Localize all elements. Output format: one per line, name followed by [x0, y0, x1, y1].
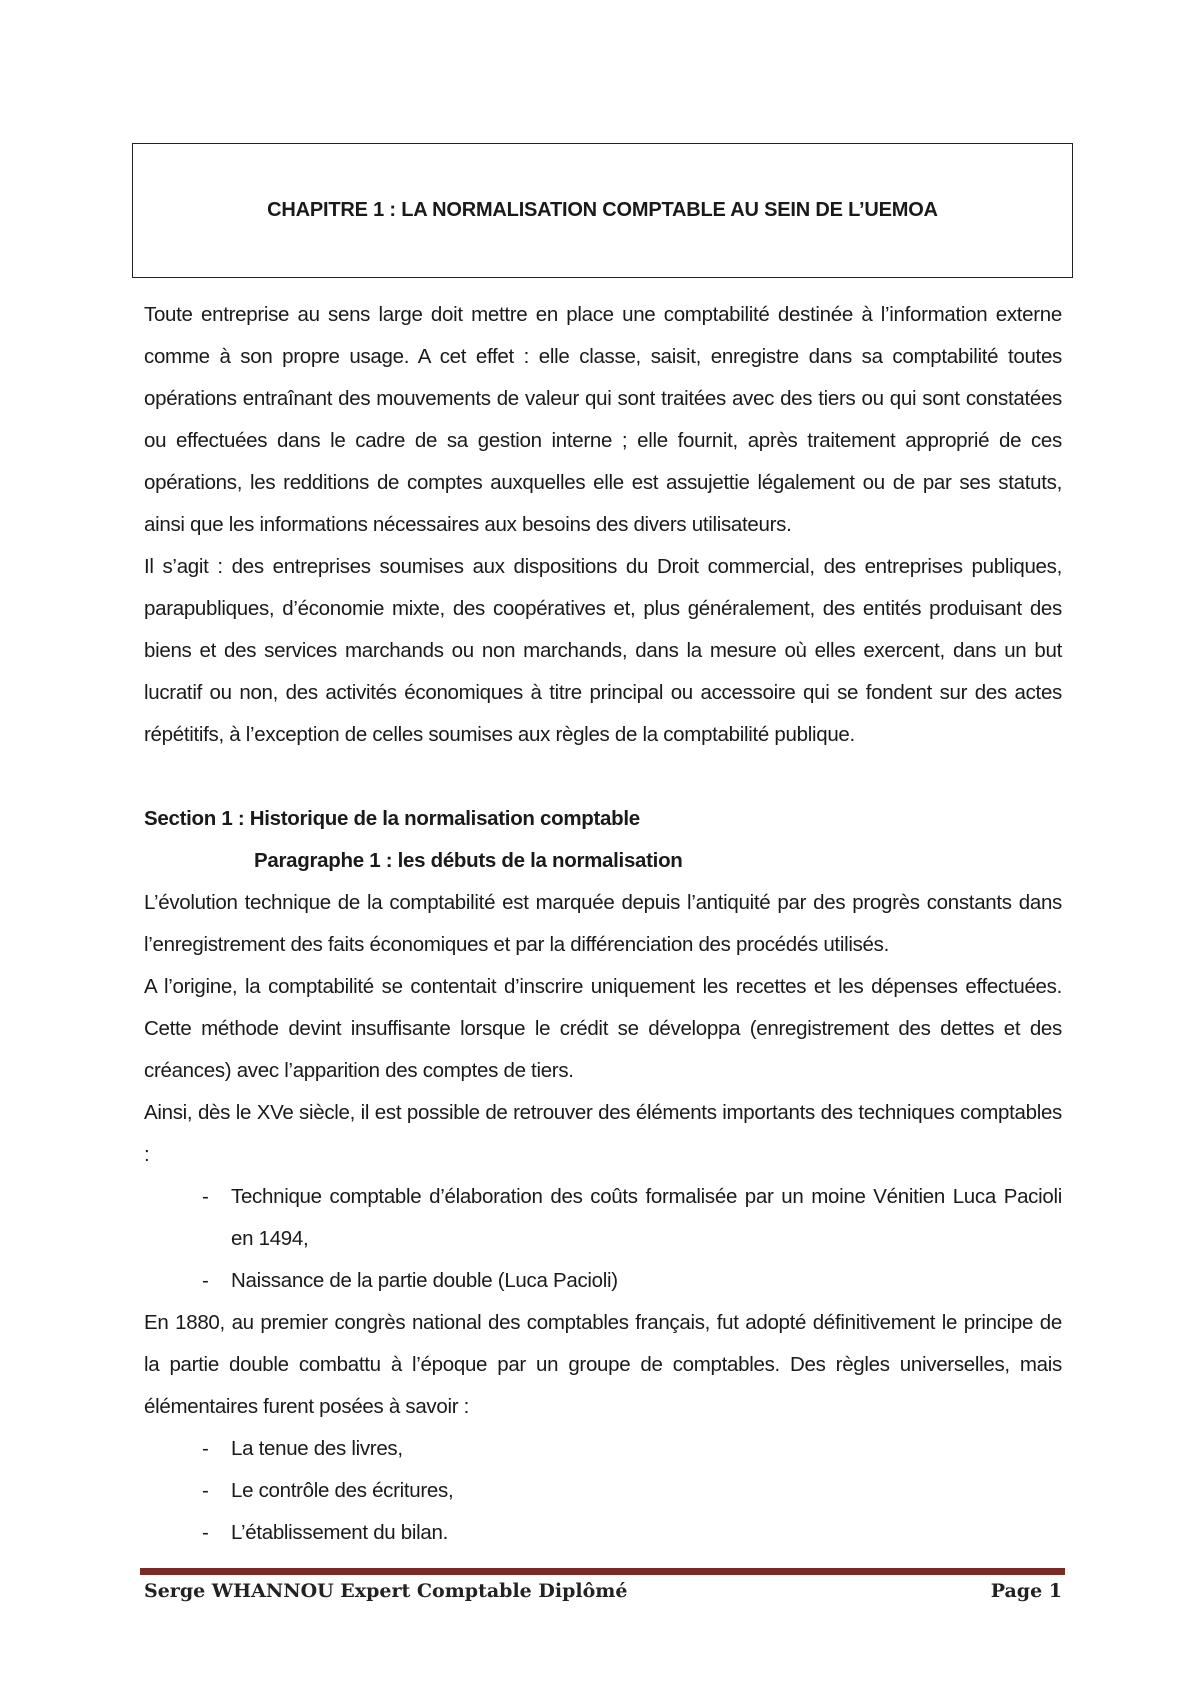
section-paragraph-3: Ainsi, dès le XVe siècle, il est possible de retrouver des éléments importants des techniques comptables : — [144, 1101, 1062, 1166]
list-item: - L’établissement du bilan. — [202, 1521, 449, 1544]
chapter-title-box — [132, 143, 1073, 278]
paragraph-heading: Paragraphe 1 : les débuts de la normalisation — [254, 849, 683, 872]
section-paragraph-1: L’évolution technique de la comptabilité est marquée depuis l’antiquité par des progrès constants dans l’enregistrement des faits économiques et par la différenciation des procédés utilisés. — [144, 891, 1062, 956]
list-item: - La tenue des livres, — [202, 1437, 403, 1460]
list-item: - Le contrôle des écritures, — [202, 1479, 454, 1502]
footer-author: Serge WHANNOU Expert Comptable Diplômé — [144, 1580, 628, 1602]
page-number: Page 1 — [990, 1580, 1062, 1602]
footer-divider — [140, 1568, 1065, 1575]
rules-list — [144, 1428, 1062, 1554]
chapter-title: CHAPITRE 1 : LA NORMALISATION COMPTABLE AU SEIN DE L’UEMOA — [267, 199, 938, 221]
section-paragraph-4: En 1880, au premier congrès national des comptables français, fut adopté définitivement le principe de la partie double combattu à l’époque par un groupe de comptables. Des règles universelles, mais élémentaires furent posées à savoir : — [144, 1311, 1062, 1418]
section-heading: Section 1 : Historique de la normalisation comptable — [144, 807, 640, 830]
list-item: - Technique comptable d’élaboration des coûts formalisée par un moine Vénitien Luca Pacioli en 1494, — [202, 1185, 1062, 1250]
section-paragraph-2: A l’origine, la comptabilité se contentait d’inscrire uniquement les recettes et les dépenses effectuées. Cette méthode devint insuffisante lorsque le crédit se développa (enregistrement des dettes et des créances) avec l’apparition des comptes de tiers. — [144, 975, 1062, 1082]
intro-paragraph-2: Il s’agit : des entreprises soumises aux dispositions du Droit commercial, des entreprises publiques, parapubliques, d’économie mixte, des coopératives et, plus généralement, des entités produisant des biens et des services marchands ou non marchands, dans la mesure où elles exercent, dans un but lucratif ou non, des activités économiques à titre principal ou accessoire qui se fondent sur des actes répétitifs, à l’exception de celles soumises aux règles de la comptabilité publique. — [144, 555, 1062, 746]
techniques-list — [144, 1176, 1062, 1302]
page-footer — [144, 1580, 1062, 1602]
intro-paragraph-1: Toute entreprise au sens large doit mettre en place une comptabilité destinée à l’information externe comme à son propre usage. A cet effet : elle classe, saisit, enregistre dans sa comptabilité toutes opérations entraînant des mouvements de valeur qui sont traitées avec des tiers ou qui sont constatées ou effectuées dans le cadre de sa gestion interne ; elle fournit, après traitement approprié de ces opérations, les redditions de comptes auxquelles elle est assujettie légalement ou de par ses statuts, ainsi que les informations nécessaires aux besoins des divers utilisateurs. — [144, 303, 1062, 536]
document-body — [144, 294, 1062, 1554]
list-item: - Naissance de la partie double (Luca Pacioli) — [202, 1269, 618, 1292]
